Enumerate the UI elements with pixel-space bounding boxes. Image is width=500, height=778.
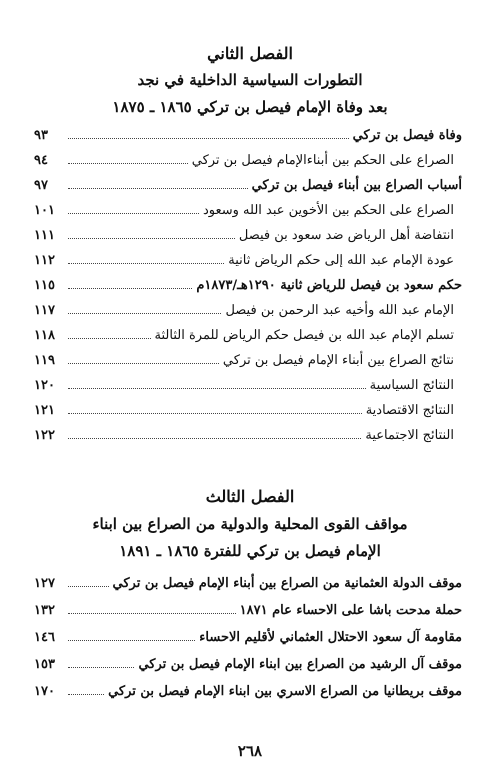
toc-entry: [34, 324, 462, 346]
chapter3-title-line2: الإمام فيصل بن تركي للفترة ١٨٦٥ ـ ١٨٩١: [119, 542, 381, 560]
toc-entry-page: ١١٧: [34, 302, 55, 318]
chapter3-label: الفصل الثالث: [205, 487, 295, 506]
toc-entry: [34, 349, 462, 371]
toc-entry: [34, 249, 462, 271]
chapter3-title-line1: مواقف القوى المحلية والدولية من الصراع بين ابناء: [92, 515, 408, 533]
toc-entry: [34, 374, 462, 396]
toc-entry-title: النتائج الاقتصادية: [365, 402, 454, 418]
toc-entry-page: ١٧٠: [34, 683, 55, 699]
toc-leader-dots: [68, 694, 104, 695]
toc-entry-title: وفاة فيصل بن تركي: [352, 127, 462, 143]
toc-entry: [34, 149, 462, 171]
toc-entry-title: الصراع على الحكم بين أبناءالإمام فيصل بن تركي: [191, 152, 454, 168]
toc-leader-dots: [68, 413, 362, 414]
toc-entry-page: ١٢٢: [34, 427, 55, 443]
toc-entry: [34, 124, 462, 146]
toc-entry-title: موقف بريطانيا من الصراع الاسري بين ابناء الإمام فيصل بن تركي: [108, 683, 462, 699]
chapter2-label: الفصل الثاني: [207, 44, 293, 63]
toc-leader-dots: [68, 238, 235, 239]
toc-leader-dots: [68, 188, 248, 189]
toc-entry-title: الصراع على الحكم بين الأخوين عبد الله وسعود: [202, 202, 454, 218]
toc-leader-dots: [68, 138, 349, 139]
toc-entry-page: ١٢٧: [34, 575, 55, 591]
toc-entry-page: ١٢١: [34, 402, 55, 418]
toc-entry-page: ٩٣: [34, 127, 48, 143]
toc-entry: [34, 399, 462, 421]
toc-entry-page: ١١١: [34, 227, 55, 243]
toc-entry: [34, 424, 462, 446]
toc-entry-title: تسلم الإمام عبد الله بن فيصل حكم الرياض للمرة الثالثة: [154, 327, 454, 343]
toc-leader-dots: [68, 363, 219, 364]
toc-entry-page: ١٥٣: [34, 656, 55, 672]
toc-entry: [34, 299, 462, 321]
toc-entry: [34, 174, 462, 196]
toc-entry: [34, 680, 462, 702]
page-number: ٢٦٨: [237, 742, 263, 760]
toc-leader-dots: [68, 213, 199, 214]
toc-entry: [34, 224, 462, 246]
toc-entry-title: الإمام عبد الله وأخيه عبد الرحمن بن فيصل: [225, 302, 454, 318]
toc-entry-page: ٩٤: [34, 152, 48, 168]
toc-leader-dots: [68, 338, 151, 339]
toc-leader-dots: [68, 313, 221, 314]
toc-leader-dots: [68, 640, 195, 641]
toc-entry-title: النتائج السياسية: [369, 377, 454, 393]
toc-entry: [34, 572, 462, 594]
toc-leader-dots: [68, 667, 134, 668]
toc-leader-dots: [68, 263, 224, 264]
toc-entry: [34, 626, 462, 648]
toc-entry-title: موقف آل الرشيد من الصراع بين ابناء الإمام فيصل بن تركي: [138, 656, 462, 672]
toc-entry: [34, 274, 462, 296]
toc-entry-page: ١٠١: [34, 202, 55, 218]
toc-leader-dots: [68, 613, 236, 614]
toc-entry-page: ١١٩: [34, 352, 55, 368]
toc-leader-dots: [68, 438, 361, 439]
toc-entry-page: ١٣٢: [34, 602, 55, 618]
toc-entry: [34, 653, 462, 675]
toc-entry-page: ١١٢: [34, 252, 55, 268]
toc-entry-page: ١١٨: [34, 327, 55, 343]
toc-entry-page: ١٢٠: [34, 377, 55, 393]
toc-entry-page: ١١٥: [34, 277, 55, 293]
toc-entry-title: حملة مدحت باشا على الاحساء عام ١٨٧١: [239, 602, 462, 618]
toc-entry: [34, 599, 462, 621]
chapter2-title-line2: بعد وفاة الإمام فيصل بن تركي ١٨٦٥ ـ ١٨٧٥: [112, 98, 388, 116]
toc-entry-title: انتفاضة أهل الرياض ضد سعود بن فيصل: [238, 227, 454, 243]
toc-entry: [34, 199, 462, 221]
toc-entry-page: ٩٧: [34, 177, 48, 193]
toc-entry-title: حكم سعود بن فيصل للرياض ثانية ١٢٩٠هـ/١٨٧٣م: [196, 277, 462, 293]
toc-entry-title: نتائج الصراع بين أبناء الإمام فيصل بن تركي: [222, 352, 454, 368]
toc-leader-dots: [68, 388, 366, 389]
toc-entry-title: مقاومة آل سعود الاحتلال العثماني لأقليم الاحساء: [199, 629, 462, 645]
toc-entry-title: عودة الإمام عبد الله إلى حكم الرياض ثانية: [228, 252, 454, 268]
toc-leader-dots: [68, 288, 192, 289]
toc-entry-page: ١٤٦: [34, 629, 55, 645]
toc-entry-title: موقف الدولة العثمانية من الصراع بين أبناء الإمام فيصل بن تركي: [112, 575, 462, 591]
chapter2-title-line1: التطورات السياسية الداخلية في نجد: [137, 71, 363, 89]
toc-leader-dots: [68, 586, 109, 587]
toc-entry-title: أسباب الصراع بين أبناء فيصل بن تركي: [251, 177, 462, 193]
toc-entry-title: النتائج الاجتماعية: [365, 427, 454, 443]
toc-leader-dots: [68, 163, 188, 164]
